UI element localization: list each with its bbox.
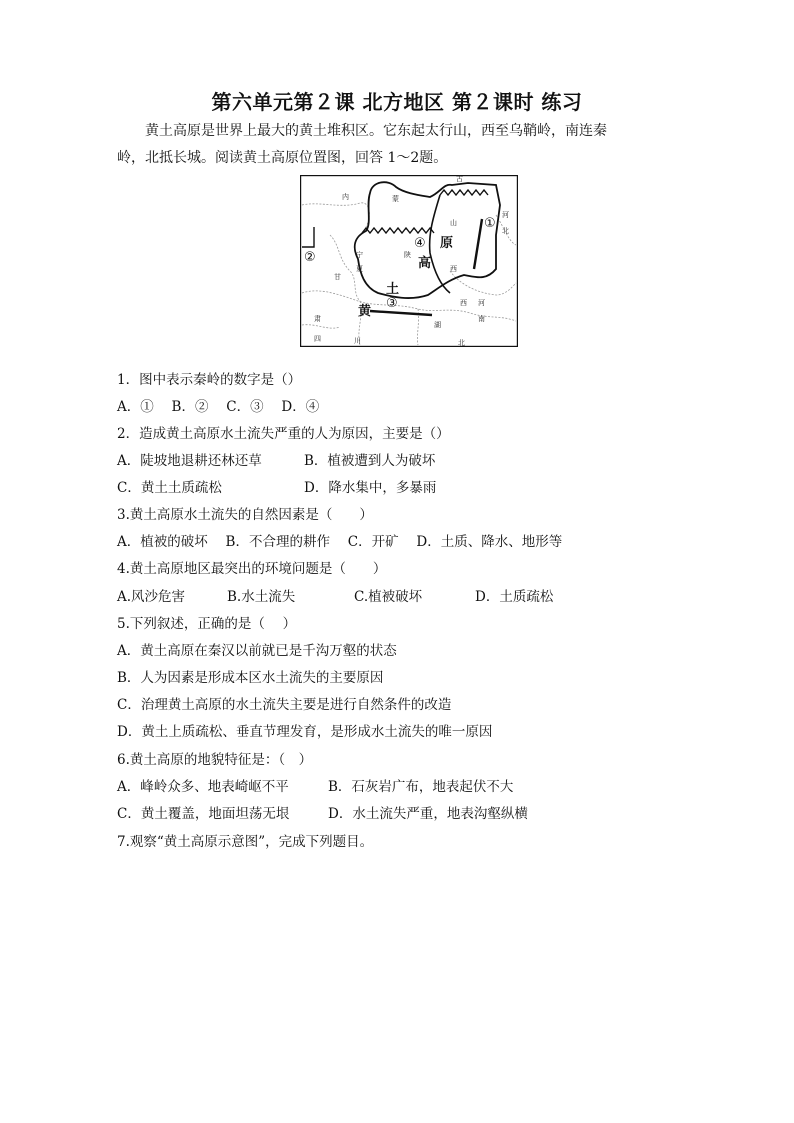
map-label-shaan: 陕 — [404, 251, 411, 259]
intro-line-2: 岭，北抵长城。阅读黄土高原位置图，回答 1～2题。 — [117, 150, 448, 166]
question-3-options: A．植被的破坏 B．不合理的耕作 C．开矿 D．土质、降水、地形等 — [117, 534, 563, 550]
map-label-gan: 甘 — [334, 273, 341, 281]
map-label-ning: 宁 — [356, 251, 363, 259]
question-5-stem: 5.下列叙述，正确的是（ ） — [117, 616, 297, 632]
option-c: C．黄土覆盖，地面坦荡无垠 — [117, 806, 290, 822]
map-label-xi-a: 西 — [450, 265, 457, 273]
question-5-option-a: A．黄土高原在秦汉以前就已是千沟万壑的状态 — [117, 643, 397, 659]
question-5-option-b: B．人为因素是形成本区水土流失的主要原因 — [117, 670, 384, 686]
map-label-tu: 土 — [386, 282, 400, 297]
option-b: B．植被遭到人为破坏 — [304, 453, 436, 469]
map-label-chuan: 川 — [354, 337, 361, 345]
map-label-bei-a: 北 — [502, 227, 509, 235]
question-1-options: A．① B．② C．③ D．④ — [117, 399, 320, 415]
map-label-nei: 内 — [342, 193, 349, 201]
question-5-option-c: C．治理黄土高原的水土流失主要是进行自然条件的改造 — [117, 697, 452, 713]
option-a: A.风沙危害 — [117, 589, 186, 605]
question-5-option-d: D．黄土上质疏松、垂直节理发育，是形成水土流失的唯一原因 — [117, 724, 493, 740]
map-label-xia: 夏 — [356, 265, 363, 273]
question-6-stem: 6.黄土高原的地貌特征是：（ ） — [117, 752, 313, 768]
map-label-yuan: 原 — [440, 236, 454, 251]
map-label-huang: 黄 — [358, 304, 372, 319]
map-marker-4: ④ — [414, 236, 426, 251]
map-label-meng: 蒙 — [392, 195, 399, 203]
map-label-he-a: 河 — [502, 211, 509, 219]
map-label-he-b: 河 — [478, 299, 485, 307]
option-c: C．黄土土质疏松 — [117, 480, 222, 496]
loess-plateau-map — [300, 175, 518, 347]
map-label-hu: 湖 — [434, 321, 441, 329]
map-marker-2: ② — [304, 250, 316, 265]
option-d: D．土质疏松 — [475, 589, 554, 605]
option-b: B．石灰岩广布，地表起伏不大 — [328, 779, 514, 795]
map-marker-3: ③ — [386, 296, 398, 311]
map-label-si: 四 — [314, 335, 321, 343]
intro-line-1: 黄土高原是世界上最大的黄土堆积区。它东起太行山，西至乌鞘岭，南连秦 — [145, 123, 607, 139]
map-marker-1: ① — [484, 216, 496, 231]
option-a: A．峰岭众多、地表崎岖不平 — [117, 779, 289, 795]
question-1-stem: 1．图中表示秦岭的数字是（） — [117, 372, 302, 388]
question-7-stem: 7.观察“黄土高原示意图”，完成下列题目。 — [117, 834, 374, 850]
option-c: C.植被破坏 — [354, 589, 423, 605]
option-a: A．陡坡地退耕还林还草 — [117, 453, 262, 469]
map-label-gao: 高 — [418, 256, 432, 271]
map-label-su: 肃 — [314, 315, 321, 323]
question-2-stem: 2．造成黄土高原水土流失严重的人为原因，主要是（） — [117, 426, 450, 442]
option-b: B.水土流失 — [227, 589, 296, 605]
option-d: D．降水集中，多暴雨 — [304, 480, 437, 496]
question-4-stem: 4.黄土高原地区最突出的环境问题是（ ） — [117, 561, 387, 577]
option-d: D．水土流失严重，地表沟壑纵横 — [328, 806, 528, 822]
map-label-xi-b: 西 — [460, 299, 467, 307]
page-title: 第六单元第２课 北方地区 第２课时 练习 — [211, 90, 583, 114]
map-label-shan-a: 山 — [450, 219, 457, 227]
map-label-nan: 南 — [478, 315, 485, 323]
question-3-stem: 3.黄土高原水土流失的自然因素是（ ） — [117, 507, 373, 523]
map-label-gu: 古 — [456, 175, 463, 183]
map-label-bei-b: 北 — [458, 339, 465, 347]
intro-paragraph — [117, 118, 677, 172]
